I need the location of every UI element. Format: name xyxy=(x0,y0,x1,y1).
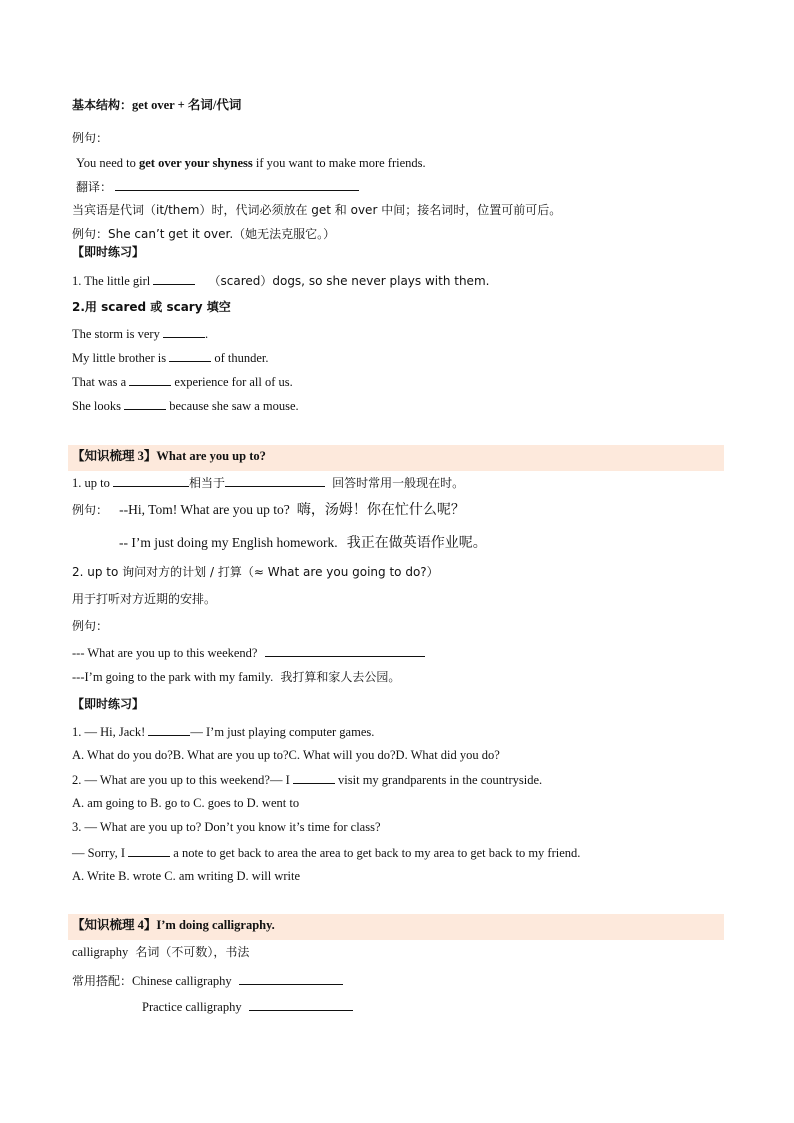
s3-dialog-blank[interactable] xyxy=(265,644,425,657)
q2-blank-2[interactable] xyxy=(169,349,211,362)
s4-blank-2[interactable] xyxy=(249,998,353,1011)
example-bold-phrase: get over your shyness xyxy=(138,156,253,170)
q2-title: 2.用 scared 或 scary 填空 xyxy=(72,300,231,314)
example-label: 例句： xyxy=(72,131,109,145)
s4-collocation-2: Practice calligraphy xyxy=(142,998,353,1015)
s3-example1: 例句： --Hi, Tom! What are you up to? 嗨，汤姆！你在忙什么呢？ xyxy=(72,502,465,518)
s3-point1: 1. up to 相当于 回答时常用一般现在时。 xyxy=(72,476,465,490)
s3-blank-1[interactable] xyxy=(113,474,189,487)
q1-line: 1. The little girl （scared）dogs, so she never plays with them. xyxy=(72,274,490,288)
translate-label: 翻译： xyxy=(76,180,113,194)
s3-point2-cn: 用于打听对方近期的安排。 xyxy=(72,592,217,606)
q2-line-3: That was a experience for all of us. xyxy=(72,375,293,389)
q2-line-2: My little brother is of thunder. xyxy=(72,351,269,365)
structure-value: get over + 名词/代词 xyxy=(132,98,242,112)
q2-blank-3[interactable] xyxy=(129,373,171,386)
structure-label: 基本结构： xyxy=(72,98,133,112)
q2-line-1: The storm is very . xyxy=(72,327,209,341)
s3-dialog-2: ---I’m going to the park with my family. 我打算和家人去公园。 xyxy=(72,670,401,684)
s4-collocation-1: 常用搭配：Chinese calligraphy xyxy=(72,972,343,989)
s3-example-label: 例句： xyxy=(72,619,109,633)
s3-q2-options: A. am going to B. go to C. goes to D. went to xyxy=(72,796,300,810)
q2-line-4: She looks because she saw a mouse. xyxy=(72,399,299,413)
translate-blank[interactable] xyxy=(115,178,359,191)
s3-example2: -- I’m just doing my English homework. 我正在做英语作业呢。 xyxy=(119,535,487,551)
section3-header: 【知识梳理 3】What are you up to? xyxy=(72,449,266,463)
s3-q1-options: A. What do you do?B. What are you up to?C. What will you do?D. What did you do? xyxy=(72,748,500,762)
s3-q1-blank[interactable] xyxy=(148,723,190,736)
s3-q3: 3. — What are you up to? Don’t you know it’s time for class? xyxy=(72,820,381,834)
s3-q1: 1. — Hi, Jack! — I’m just playing computer games. xyxy=(72,725,375,739)
s3-blank-2[interactable] xyxy=(225,474,325,487)
q2-blank-1[interactable] xyxy=(163,325,205,338)
q1-blank[interactable] xyxy=(153,272,195,285)
structure-line xyxy=(72,97,241,113)
s3-q3-options: A. Write B. wrote C. am writing D. will write xyxy=(72,869,301,883)
s3-point2: 2. up to 询问对方的计划 / 打算（≈ What are you going to do?） xyxy=(72,565,439,579)
s3-q3-blank[interactable] xyxy=(128,844,170,857)
s3-q2-blank[interactable] xyxy=(293,771,335,784)
translate-line xyxy=(76,178,359,195)
s3-q2: 2. — What are you up to this weekend?— I visit my grandparents in the countryside. xyxy=(72,773,543,787)
section4-header: 【知识梳理 4】I’m doing calligraphy. xyxy=(72,918,275,932)
practice-title-2: 【即时练习】 xyxy=(72,697,145,711)
s4-blank-1[interactable] xyxy=(239,972,343,985)
example2: 例句：She can’t get it over.（她无法克服它。） xyxy=(72,227,336,241)
s3-q3-answer: — Sorry, I a note to get back to area the area to get back to my area to get back to my friend. xyxy=(72,846,581,860)
s3-dialog-1: --- What are you up to this weekend? xyxy=(72,644,425,661)
q2-blank-4[interactable] xyxy=(124,397,166,410)
practice-title-1: 【即时练习】 xyxy=(72,245,145,259)
pronoun-rule: 当宾语是代词（it/them）时，代词必须放在 get 和 over 中间；接名词时，位置可前可后。 xyxy=(72,203,562,217)
s4-definition: calligraphy 名词（不可数），书法 xyxy=(72,945,250,959)
example-sentence: You need to get over your shyness if you want to make more friends. xyxy=(76,156,426,170)
